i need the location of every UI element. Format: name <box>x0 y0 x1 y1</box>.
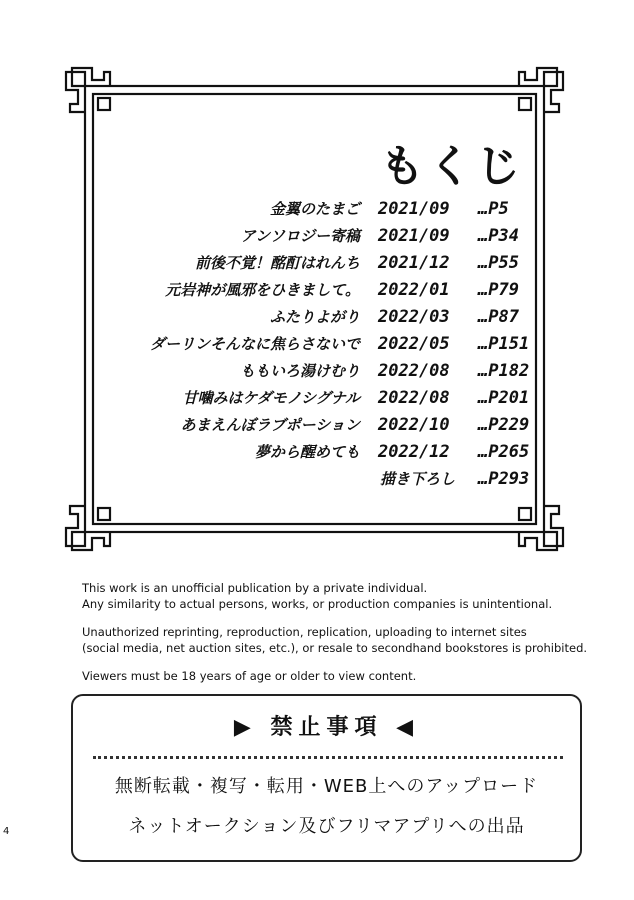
dotted-divider <box>93 756 563 759</box>
page-title: もくじ <box>380 141 524 192</box>
toc-entry <box>100 466 550 493</box>
toc-entry-page: …P265 <box>478 442 530 462</box>
toc-entry-date: 2022/12 <box>378 442 450 462</box>
prohibited-heading: ▶ 禁止事項 ◀ <box>233 715 420 740</box>
toc-entry-page: …P229 <box>478 415 530 435</box>
toc-entry-date: 2022/05 <box>378 334 450 354</box>
toc-entry-date: 2022/08 <box>378 361 450 381</box>
toc-entry-title: ダーリンそんなに焦らさないで <box>149 335 360 353</box>
toc-entry <box>100 250 550 277</box>
notice-line: Unauthorized reprinting, reproduction, replication, uploading to internet sites <box>82 625 527 639</box>
prohibited-box <box>71 694 582 862</box>
toc-entry-page: …P201 <box>478 388 530 408</box>
prohibited-line: 無断転載・複写・転用・WEB上へのアップロード <box>114 776 539 797</box>
toc-entry-date: 2022/03 <box>378 307 450 327</box>
toc-entry <box>100 331 550 358</box>
toc-entry-page: …P151 <box>478 334 530 354</box>
prohibited-line: ネットオークション及びフリマアプリへの出品 <box>128 816 525 837</box>
notice-line: Any similarity to actual persons, works, or production companies is unintentional. <box>82 597 553 611</box>
toc-entry <box>100 277 550 304</box>
toc-entry-date: 2021/12 <box>378 253 450 273</box>
toc-entry <box>100 196 550 223</box>
toc-entry-date: 2021/09 <box>378 199 450 219</box>
toc-entry-date: 2022/10 <box>378 415 450 435</box>
toc-entry-title: ふたりよがり <box>269 308 360 326</box>
table-of-contents <box>100 196 550 493</box>
toc-entry-page: …P79 <box>478 280 519 300</box>
toc-entry-title: 金翼のたまご <box>269 200 360 218</box>
toc-entry-page: …P5 <box>478 199 509 219</box>
toc-entry-page: …P87 <box>478 307 519 327</box>
toc-entry <box>100 412 550 439</box>
toc-entry-title: 元岩神が風邪をひきまして。 <box>165 281 360 299</box>
toc-entry-title: 甘噛みはケダモノシグナル <box>182 389 360 407</box>
toc-entry-page: …P34 <box>478 226 519 246</box>
notice-line: This work is an unofficial publication by a private individual. <box>82 581 428 595</box>
toc-entry-title: ももいろ湯けむり <box>239 362 360 380</box>
toc-entry <box>100 358 550 385</box>
toc-entry-title: あまえんぼラブポーション <box>180 416 360 434</box>
toc-entry-page: …P182 <box>478 361 530 381</box>
page-number: 4 <box>3 826 10 837</box>
toc-entry <box>100 385 550 412</box>
toc-entry-title: アンソロジー寄稿 <box>240 227 360 245</box>
notice-line: (social media, net auction sites, etc.), or resale to secondhand bookstores is prohibited. <box>82 641 588 655</box>
toc-entry <box>100 439 550 466</box>
toc-entry-page: …P293 <box>478 469 530 489</box>
toc-entry-date: 2022/01 <box>378 280 450 300</box>
notice-line: Viewers must be 18 years of age or older to view content. <box>82 669 417 683</box>
toc-entry-title: 夢から醒めても <box>254 443 360 461</box>
toc-entry-page: …P55 <box>478 253 519 273</box>
toc-entry-title: 描き下ろし <box>380 470 456 488</box>
toc-entry <box>100 304 550 331</box>
toc-entry-date: 2021/09 <box>378 226 450 246</box>
toc-entry <box>100 223 550 250</box>
toc-entry-date: 2022/08 <box>378 388 450 408</box>
toc-entry-title: 前後不覚！酩酊はれんち <box>194 254 360 272</box>
legal-notice <box>82 580 602 684</box>
